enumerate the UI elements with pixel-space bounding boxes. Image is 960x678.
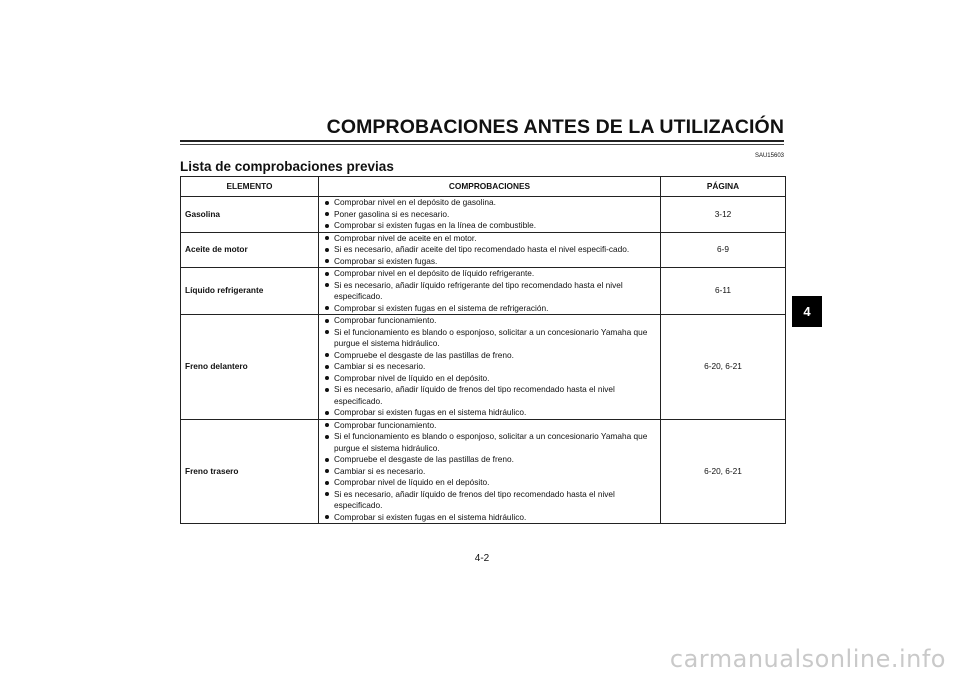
check-item: Comprobar si existen fugas en la línea de combustible. xyxy=(323,220,652,232)
table-row xyxy=(181,232,786,268)
check-item: Comprobar si existen fugas en el sistema hidráulico. xyxy=(323,407,652,419)
check-item: Compruebe el desgaste de las pastillas de freno. xyxy=(323,350,652,362)
section-title: Lista de comprobaciones previas xyxy=(180,159,394,174)
row-page-ref: 3-12 xyxy=(661,197,786,233)
check-item: Comprobar si existen fugas. xyxy=(323,256,652,268)
row-element-name: Freno trasero xyxy=(181,419,319,524)
check-item: Cambiar si es necesario. xyxy=(323,466,652,478)
row-page-ref: 6-20, 6-21 xyxy=(661,315,786,420)
check-item: Comprobar funcionamiento. xyxy=(323,420,652,432)
row-page-ref: 6-20, 6-21 xyxy=(661,419,786,524)
checklist-table xyxy=(180,176,786,524)
row-element-name: Aceite de motor xyxy=(181,232,319,268)
table-row xyxy=(181,268,786,315)
check-item: Si es necesario, añadir líquido refrigerante del tipo recomendado hasta el nivel especificado. xyxy=(323,280,652,303)
table-header-row xyxy=(181,177,786,197)
row-page-ref: 6-9 xyxy=(661,232,786,268)
table-row xyxy=(181,197,786,233)
row-element-name: Gasolina xyxy=(181,197,319,233)
checks-list xyxy=(323,268,652,314)
page-number: 4-2 xyxy=(474,553,490,564)
check-item: Si el funcionamiento es blando o esponjoso, solicitar a un concesionario Yamaha que purgue el sistema hidráulico. xyxy=(323,327,652,350)
check-item: Comprobar nivel en el depósito de líquido refrigerante. xyxy=(323,268,652,280)
header-rule-thin xyxy=(180,144,784,145)
check-item: Poner gasolina si es necesario. xyxy=(323,209,652,221)
check-item: Comprobar si existen fugas en el sistema de refrigeración. xyxy=(323,303,652,315)
row-element-name: Freno delantero xyxy=(181,315,319,420)
checks-list xyxy=(323,315,652,419)
row-checks xyxy=(319,315,661,420)
row-checks xyxy=(319,197,661,233)
check-item: Comprobar si existen fugas en el sistema hidráulico. xyxy=(323,512,652,524)
row-checks xyxy=(319,268,661,315)
column-header-page: PÁGINA xyxy=(661,177,786,197)
column-header-checks: COMPROBACIONES xyxy=(319,177,661,197)
check-item: Comprobar nivel de líquido en el depósito. xyxy=(323,373,652,385)
check-item: Comprobar funcionamiento. xyxy=(323,315,652,327)
row-element-name: Líquido refrigerante xyxy=(181,268,319,315)
check-item: Cambiar si es necesario. xyxy=(323,361,652,373)
check-item: Si es necesario, añadir aceite del tipo recomendado hasta el nivel especifi-cado. xyxy=(323,244,652,256)
table-row xyxy=(181,419,786,524)
chapter-tab: 4 xyxy=(792,296,822,327)
page-header-title: COMPROBACIONES ANTES DE LA UTILIZACIÓN xyxy=(326,116,784,138)
check-item: Si el funcionamiento es blando o esponjoso, solicitar a un concesionario Yamaha que purgue el sistema hidráulico. xyxy=(323,431,652,454)
check-item: Comprobar nivel de aceite en el motor. xyxy=(323,233,652,245)
check-item: Si es necesario, añadir líquido de frenos del tipo recomendado hasta el nivel especificado. xyxy=(323,384,652,407)
header-rule-thick xyxy=(180,140,784,142)
section-code: SAU15603 xyxy=(754,153,784,159)
row-checks xyxy=(319,419,661,524)
checks-list xyxy=(323,420,652,524)
row-checks xyxy=(319,232,661,268)
watermark: carmanualsonline.info xyxy=(669,645,946,673)
check-item: Comprobar nivel en el depósito de gasolina. xyxy=(323,197,652,209)
column-header-element: ELEMENTO xyxy=(181,177,319,197)
check-item: Si es necesario, añadir líquido de frenos del tipo recomendado hasta el nivel especificado. xyxy=(323,489,652,512)
table-body xyxy=(181,197,786,524)
check-item: Compruebe el desgaste de las pastillas de freno. xyxy=(323,454,652,466)
table-row xyxy=(181,315,786,420)
checks-list xyxy=(323,233,652,268)
row-page-ref: 6-11 xyxy=(661,268,786,315)
checks-list xyxy=(323,197,652,232)
check-item: Comprobar nivel de líquido en el depósito. xyxy=(323,477,652,489)
